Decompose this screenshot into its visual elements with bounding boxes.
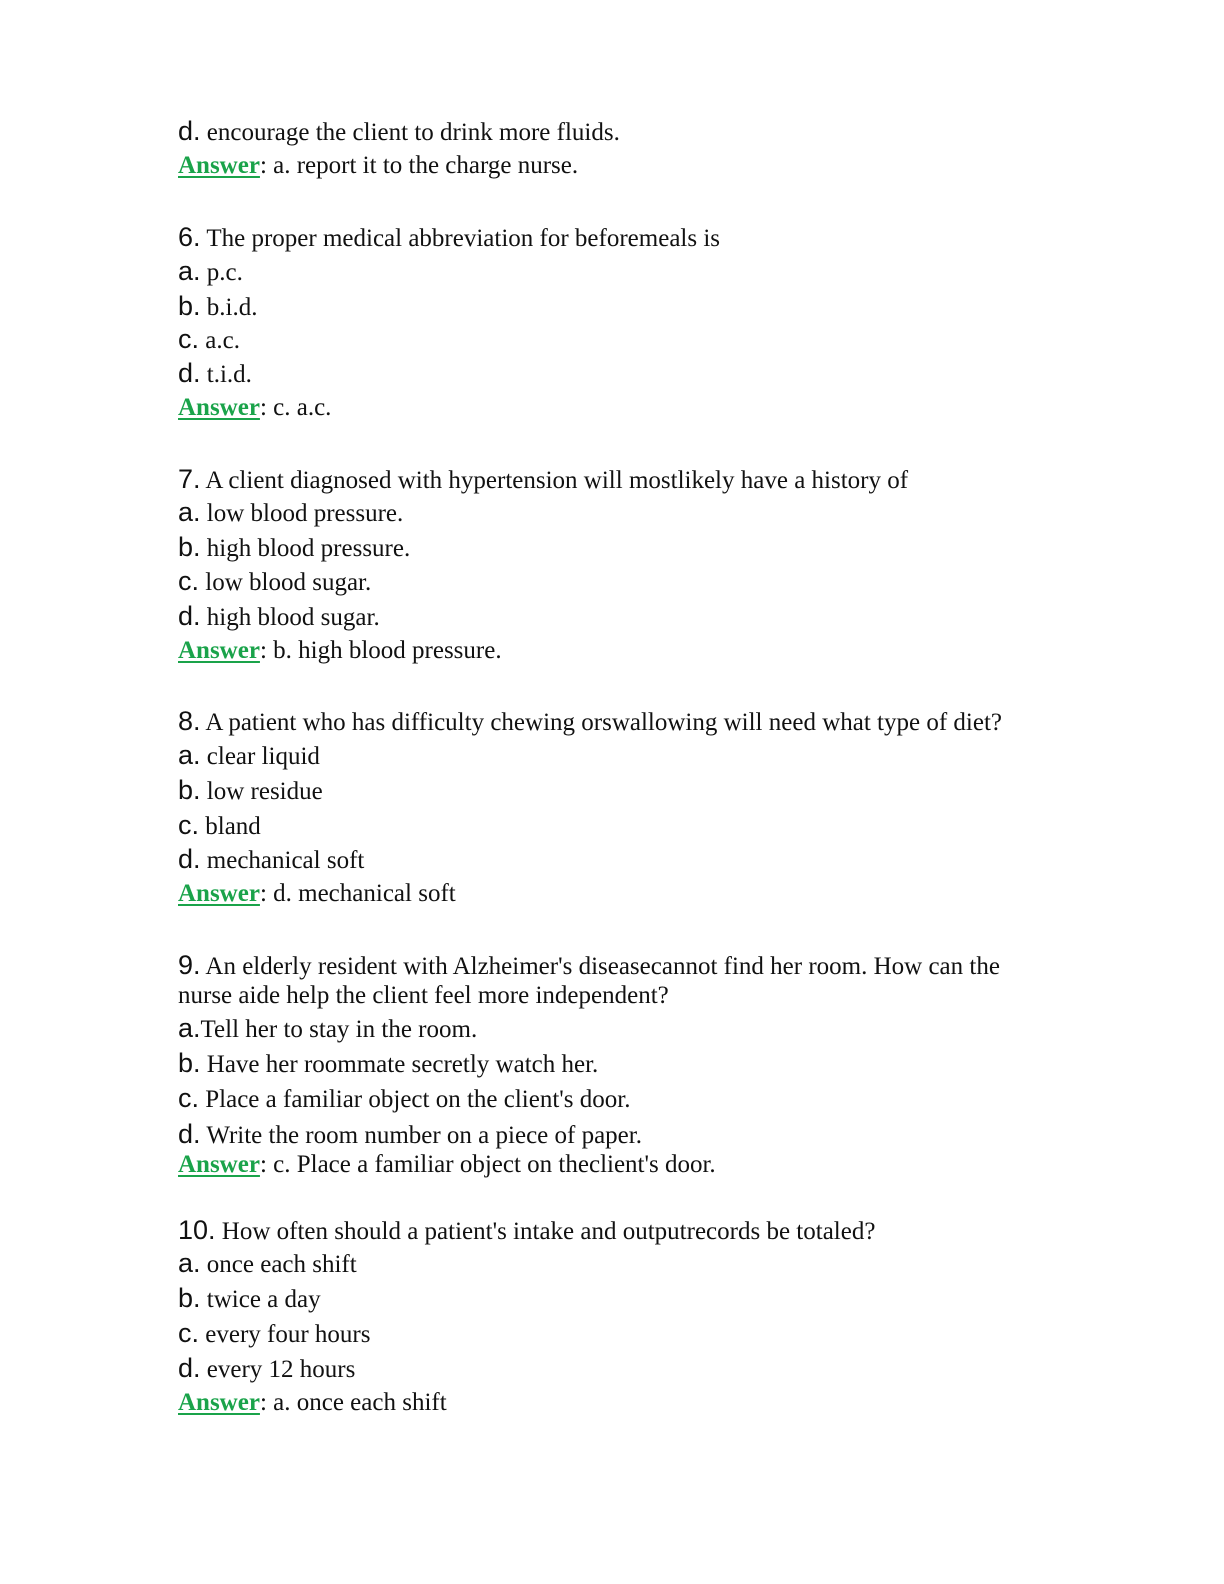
option-letter: c. [178, 324, 200, 354]
answer-label: Answer [178, 880, 260, 907]
question-text: A client diagnosed with hypertension will mostlikely have a history of [205, 467, 909, 494]
option-letter: b. [178, 532, 201, 562]
option-letter: d. [178, 1353, 201, 1383]
question-number: 8. [178, 706, 201, 736]
option-text: low residue [206, 778, 323, 805]
question-7-answer [178, 636, 502, 666]
option-text: high blood pressure. [206, 535, 411, 562]
question-9-option-b [178, 1048, 598, 1080]
option-letter: d. [178, 844, 201, 874]
option-text: clear liquid [206, 743, 320, 770]
question-6-option-d [178, 358, 252, 390]
question-9-stem-continued [178, 981, 669, 1011]
option-letter: c. [178, 810, 200, 840]
option-letter: c. [178, 1318, 200, 1348]
question-6-option-a [178, 256, 243, 288]
option-text: every 12 hours [206, 1356, 356, 1383]
question-9-option-d [178, 1119, 642, 1151]
option-text: a.c. [205, 327, 240, 354]
option-text: bland [205, 813, 261, 840]
option-text: Write the room number on a piece of paper. [206, 1122, 642, 1149]
option-text: every four hours [205, 1321, 371, 1348]
option-letter: d. [178, 601, 201, 631]
question-8-option-c [178, 810, 261, 842]
question-7-option-c [178, 566, 371, 598]
question-text-continued: nurse aide help the client feel more independent? [178, 982, 669, 1009]
answer-text: a. report it to the charge nurse. [273, 152, 579, 179]
answer-text: b. high blood pressure. [273, 637, 502, 664]
question-7-option-b [178, 532, 410, 564]
option-letter: b. [178, 291, 201, 321]
question-9-option-c [178, 1083, 630, 1115]
option-letter: a. [178, 256, 201, 286]
question-8-option-a [178, 740, 320, 772]
option-text: Place a familiar object on the client's door. [205, 1086, 631, 1113]
option-letter: a. [178, 1013, 201, 1043]
question-7-stem [178, 464, 908, 496]
question-number: 6. [178, 222, 201, 252]
answer-line [178, 151, 578, 181]
answer-text: c. Place a familiar object on theclient's door. [273, 1151, 716, 1178]
question-6-answer [178, 393, 331, 423]
answer-separator: : [259, 1151, 267, 1178]
answer-label: Answer [178, 152, 260, 179]
answer-label: Answer [178, 1151, 260, 1178]
question-10-option-c [178, 1318, 371, 1350]
question-10-option-a [178, 1248, 357, 1280]
question-number: 10. [178, 1215, 216, 1245]
option-letter: c. [178, 566, 200, 596]
option-text: high blood sugar. [206, 604, 380, 631]
question-8-stem [178, 706, 1002, 738]
question-7-option-d [178, 601, 380, 633]
question-8-answer [178, 879, 456, 909]
option-letter: a. [178, 497, 201, 527]
option-text: t.i.d. [206, 361, 252, 388]
answer-separator: : [259, 1389, 267, 1416]
answer-separator: : [259, 152, 267, 179]
answer-text: d. mechanical soft [273, 880, 456, 907]
question-text: A patient who has difficulty chewing orswallowing will need what type of diet? [205, 709, 1002, 736]
question-number: 7. [178, 464, 201, 494]
option-text: low blood sugar. [205, 569, 372, 596]
question-10-stem [178, 1215, 875, 1247]
question-number: 9. [178, 950, 201, 980]
answer-text: a. once each shift [273, 1389, 447, 1416]
question-8-option-b [178, 775, 323, 807]
option-letter: c. [178, 1083, 200, 1113]
option-text: low blood pressure. [206, 500, 404, 527]
option-text: Have her roommate secretly watch her. [206, 1051, 599, 1078]
question-7-option-a [178, 497, 403, 529]
question-6-option-b [178, 291, 257, 323]
question-10-answer [178, 1388, 447, 1418]
option-d [178, 116, 620, 148]
option-letter: a. [178, 1248, 201, 1278]
option-letter: d. [178, 358, 201, 388]
question-6-stem [178, 222, 720, 254]
question-8-option-d [178, 844, 364, 876]
question-10-option-b [178, 1283, 321, 1315]
option-text: mechanical soft [206, 847, 365, 874]
question-10-option-d [178, 1353, 355, 1385]
question-9-answer [178, 1150, 716, 1180]
answer-separator: : [259, 637, 267, 664]
option-letter: a. [178, 740, 201, 770]
question-text: The proper medical abbreviation for beforemeals is [206, 225, 721, 252]
option-text: twice a day [206, 1286, 321, 1313]
option-text: Tell her to stay in the room. [200, 1016, 478, 1043]
question-9-stem [178, 950, 1000, 982]
answer-label: Answer [178, 1389, 260, 1416]
option-text: b.i.d. [206, 294, 258, 321]
question-9-option-a [178, 1013, 477, 1045]
option-text: once each shift [206, 1251, 357, 1278]
answer-separator: : [259, 394, 267, 421]
question-6-option-c [178, 324, 240, 356]
option-text: encourage the client to drink more fluids. [206, 119, 620, 146]
option-letter: b. [178, 1048, 201, 1078]
answer-text: c. a.c. [273, 394, 332, 421]
option-letter: d. [178, 1119, 201, 1149]
option-letter: d. [178, 116, 201, 146]
option-letter: b. [178, 775, 201, 805]
question-text: How often should a patient's intake and outputrecords be totaled? [221, 1218, 876, 1245]
option-text: p.c. [206, 259, 243, 286]
answer-label: Answer [178, 394, 260, 421]
option-letter: b. [178, 1283, 201, 1313]
answer-separator: : [259, 880, 267, 907]
answer-label: Answer [178, 637, 260, 664]
question-text: An elderly resident with Alzheimer's diseasecannot find her room. How can the [205, 953, 1000, 980]
